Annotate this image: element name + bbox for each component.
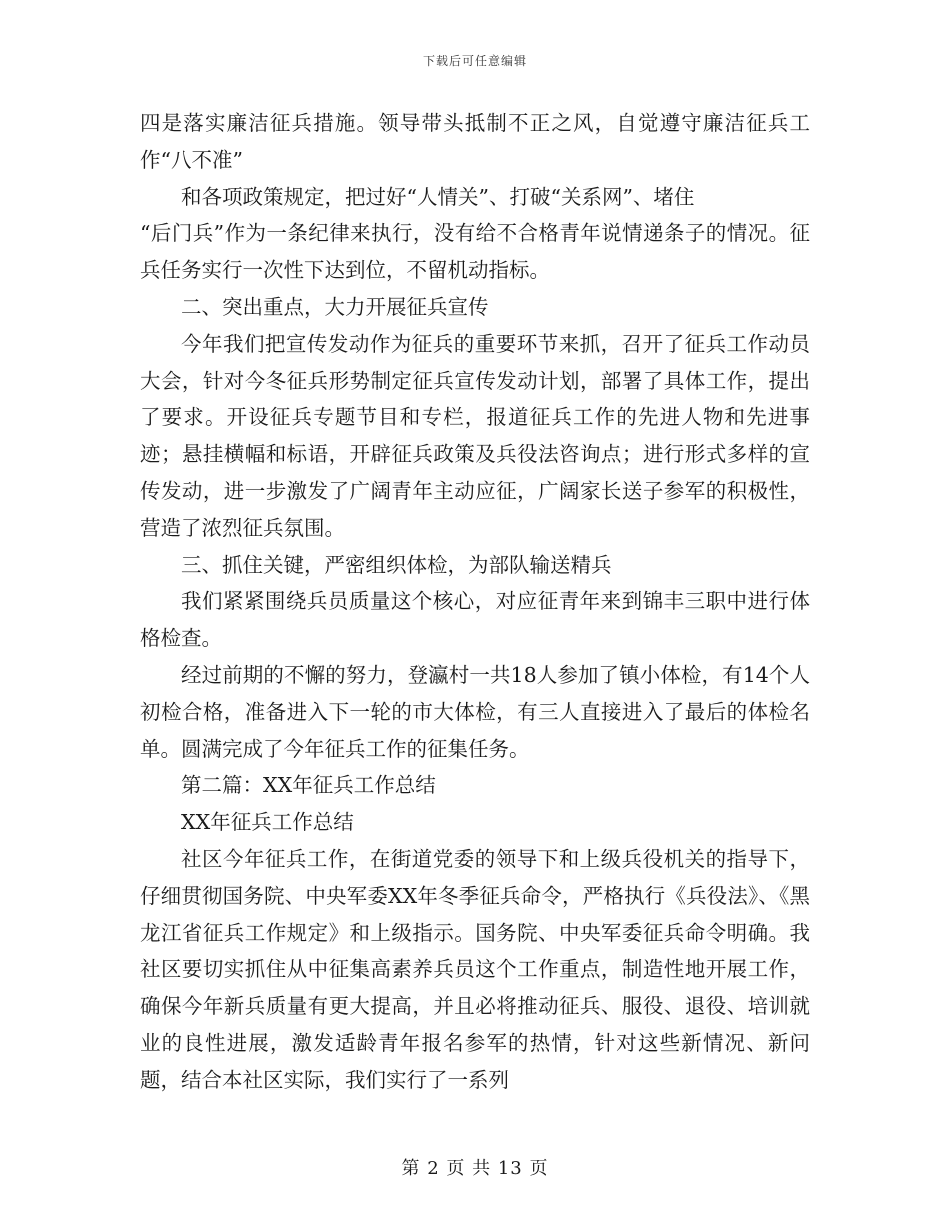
paragraph: 四是落实廉洁征兵措施。领导带头抵制不正之风，自觉遵守廉洁征兵工作“八不准”	[140, 111, 810, 172]
chapter-heading: 第二篇：XX年征兵工作总结	[181, 773, 436, 798]
paragraph: 今年我们把宣传发动作为征兵的重要环节来抓，召开了征兵工作动员大会，针对今冬征兵形势制定征兵宣传发动计划，部署了具体工作，提出了要求。开设征兵专题节目和专栏，报道征兵工作的先进人物和先进事迹；悬挂横幅和标语，开辟征兵政策及兵役法咨询点；进行形式多样的宣传发动，进一步激发了广阔青年主动应征，广阔家长送子参军的积极性，营造了浓烈征兵氛围。	[140, 331, 810, 540]
page-number: 第 2 页 共 13 页	[401, 1158, 549, 1179]
section-heading: 三、抓住关键，严密组织体检，为部队输送精兵	[181, 552, 612, 577]
paragraph: 经过前期的不懈的努力，登瀛村一共18人参加了镇小体检，有14个人初检合格，准备进入下一轮的市大体检，有三人直接进入了最后的体检名单。圆满完成了今年征兵工作的征集任务。	[140, 662, 810, 761]
page-header: 下载后可任意编辑	[422, 54, 527, 68]
document-body	[140, 105, 810, 1099]
section-heading: 二、突出重点，大力开展征兵宣传	[181, 294, 489, 319]
paragraph: “后门兵”作为一条纪律来执行，没有给不合格青年说情递条子的情况。征兵任务实行一次性下达到位，不留机动指标。	[140, 221, 810, 283]
paragraph: 和各项政策规定，把过好“人情关”、打破“关系网”、堵住	[181, 184, 695, 209]
paragraph: 社区今年征兵工作，在街道党委的领导下和上级兵役机关的指导下，仔细贯彻国务院、中央军委XX年冬季征兵命令，严格执行《兵役法》、《黑龙江省征兵工作规定》和上级指示。国务院、中央军委征兵命令明确。我社区要切实抓住从中征集高素养兵员这个工作重点，制造性地开展工作，确保今年新兵质量有更大提高，并且必将推动征兵、服役、退役、培训就业的良性进展，激发适龄青年报名参军的热情，针对这些新情况、新问题，结合本社区实际，我们实行了一系列	[140, 846, 810, 1092]
document-title: XX年征兵工作总结	[181, 810, 354, 835]
paragraph: 我们紧紧围绕兵员质量这个核心，对应征青年来到锦丰三职中进行体格检查。	[140, 589, 810, 651]
